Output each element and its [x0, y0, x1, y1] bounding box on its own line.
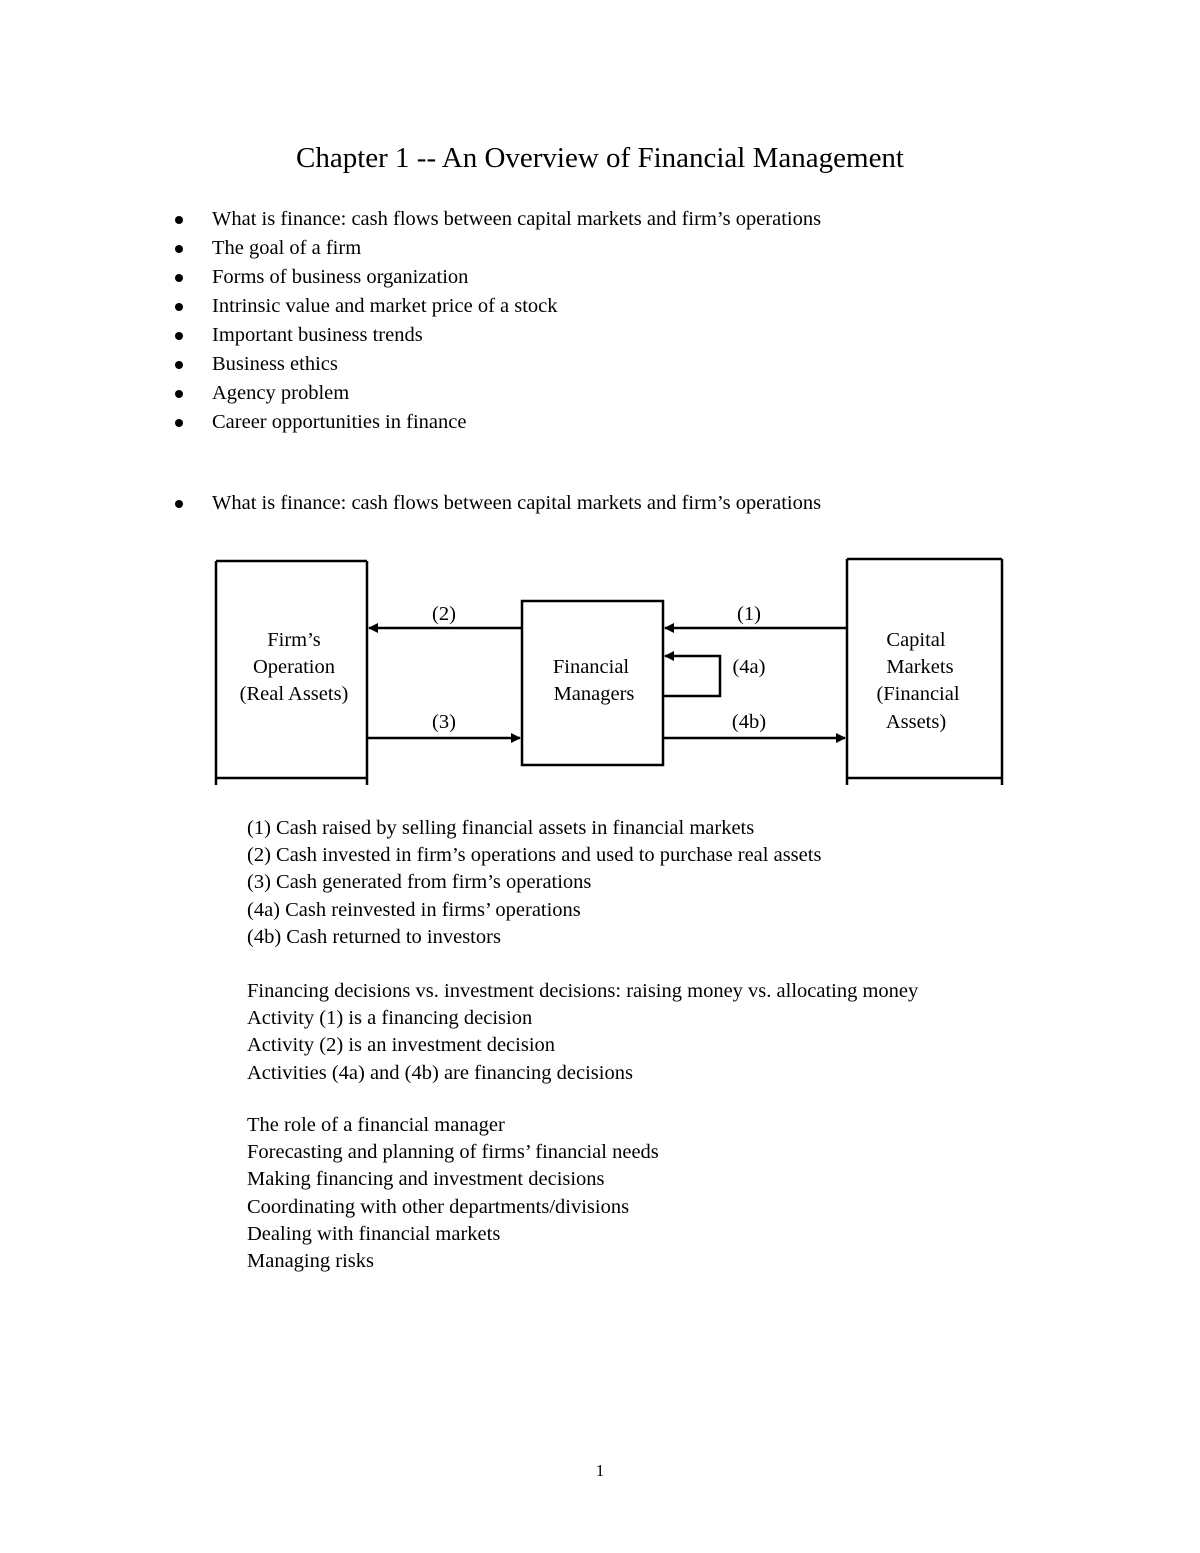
bullet-icon: [175, 361, 183, 369]
list-item: Agency problem: [168, 379, 821, 408]
list-item: Business ethics: [168, 350, 821, 379]
diagram-legend: [247, 815, 821, 951]
market-box-line: Capital: [886, 629, 946, 651]
decisions-line: Activity (2) is an investment decision: [247, 1034, 556, 1057]
role-line: Coordinating with other departments/divisions: [247, 1195, 630, 1218]
legend-item: (1) Cash raised by selling financial assets in financial markets: [247, 817, 755, 839]
firm-box-line: (Real Assets): [239, 683, 349, 705]
legend-item: (3) Cash generated from firm’s operations: [247, 871, 592, 894]
firm-operation-box: [216, 561, 367, 785]
financial-managers-box: [522, 601, 663, 765]
manager-role-block: [247, 1112, 659, 1275]
bullet-icon: [175, 390, 183, 398]
flow-1-label: (1): [737, 603, 761, 625]
decisions-line: Financing decisions vs. investment decisions: raising money vs. allocating money: [247, 980, 919, 1002]
firm-box-line: Firm’s: [267, 629, 321, 651]
decisions-line: Activities (4a) and (4b) are financing decisions: [247, 1061, 633, 1084]
manager-box-line: Managers: [553, 683, 635, 705]
list-item: Career opportunities in finance: [168, 408, 821, 437]
role-line: Managing risks: [247, 1249, 374, 1272]
firm-box-line: Operation: [253, 656, 335, 678]
role-line: Forecasting and planning of firms’ financial needs: [247, 1141, 659, 1164]
flow-4b-label: (4b): [731, 711, 767, 733]
legend-item: (4a) Cash reinvested in firms’ operations: [247, 898, 581, 921]
flow-3-label: (3): [432, 711, 456, 733]
flow-2-label: (2): [432, 603, 456, 625]
bullet-icon: [175, 332, 183, 340]
bullet-icon: [175, 245, 183, 253]
market-box-line: (Financial: [876, 683, 960, 705]
bullet-icon: [175, 500, 183, 508]
market-box-line: Assets): [885, 711, 947, 733]
flow-4a-arrow: [663, 656, 720, 696]
section-heading: What is finance: cash flows between capital markets and firm’s operations: [168, 489, 821, 518]
flow-4a-label: (4a): [732, 656, 766, 678]
market-box-line: Markets: [886, 656, 954, 678]
capital-markets-box: [847, 559, 1002, 785]
decisions-line: Activity (1) is a financing decision: [247, 1007, 533, 1030]
bullet-icon: [175, 216, 183, 224]
page-title: Chapter 1 -- An Overview of Financial Management: [295, 142, 904, 174]
outline-list: [168, 205, 821, 437]
list-item: What is finance: cash flows between capital markets and firm’s operations: [168, 205, 821, 234]
legend-item: (2) Cash invested in firm’s operations and used to purchase real assets: [247, 844, 822, 867]
role-line: Making financing and investment decisions: [247, 1168, 605, 1191]
bullet-icon: [175, 303, 183, 311]
list-item: The goal of a firm: [168, 234, 821, 263]
list-item: Important business trends: [168, 321, 821, 350]
list-item: Forms of business organization: [168, 263, 821, 292]
bullet-icon: [175, 419, 183, 427]
role-line: The role of a financial manager: [247, 1114, 505, 1136]
legend-item: (4b) Cash returned to investors: [247, 925, 501, 948]
list-item: Intrinsic value and market price of a stock: [168, 292, 821, 321]
role-line: Dealing with financial markets: [247, 1222, 501, 1245]
decisions-block: [247, 978, 918, 1087]
bullet-icon: [175, 274, 183, 282]
manager-box-line: Financial: [552, 656, 630, 678]
page-number: 1: [595, 1461, 605, 1480]
section-heading-list: [168, 489, 821, 518]
